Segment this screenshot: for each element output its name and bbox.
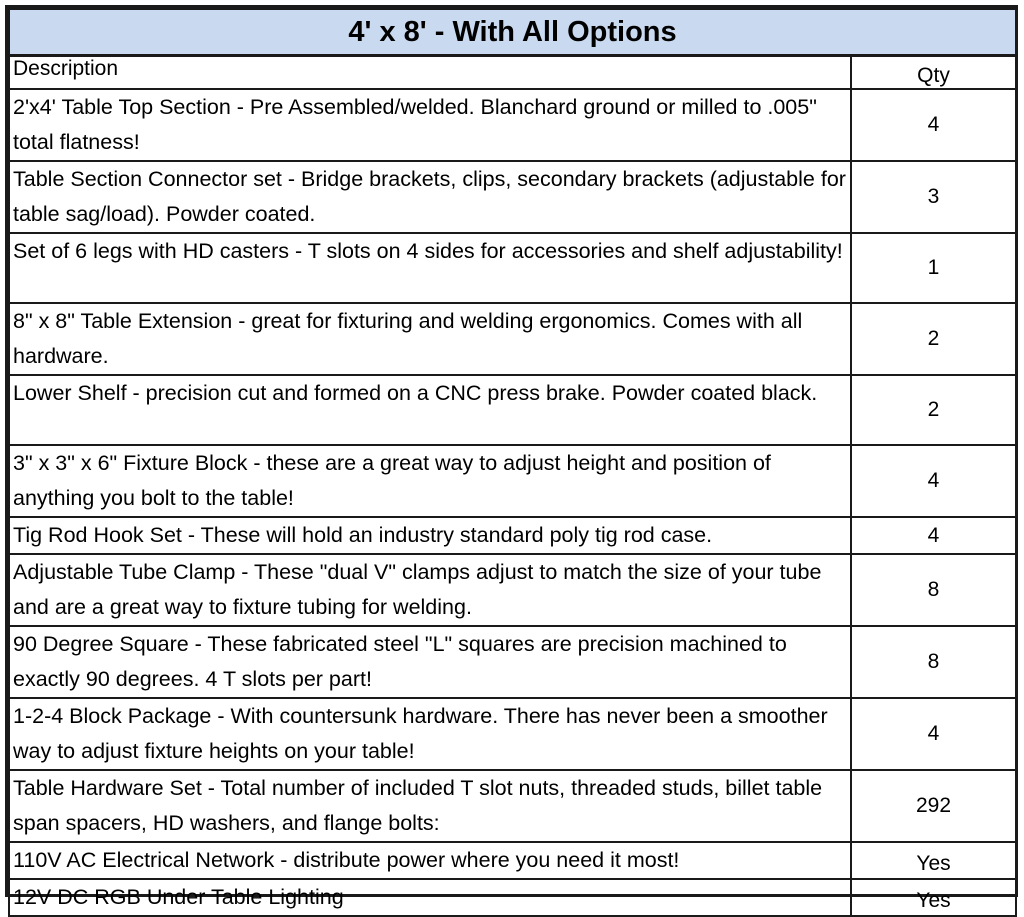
item-qty: 8 [851, 626, 1016, 698]
item-description: Tig Rod Hook Set - These will hold an industry standard poly tig rod case. [9, 517, 851, 554]
item-qty: 4 [851, 445, 1016, 517]
table-row [9, 445, 1016, 517]
item-description: 12V DC RGB Under Table Lighting [9, 879, 851, 916]
item-description: Table Section Connector set - Bridge brackets, clips, secondary brackets (adjustable for table sag/load). Powder coated. [9, 161, 851, 233]
table-title: 4' x 8' - With All Options [9, 9, 1016, 56]
table-row [9, 233, 1016, 303]
item-description: 1-2-4 Block Package - With countersunk hardware. There has never been a smoother way to adjust fixture heights on your table! [9, 698, 851, 770]
item-qty: Yes [851, 879, 1016, 916]
table-row [9, 161, 1016, 233]
item-description: Set of 6 legs with HD casters - T slots on 4 sides for accessories and shelf adjustability! [9, 233, 851, 303]
table-row [9, 517, 1016, 554]
column-header-description: Description [9, 56, 851, 90]
item-qty: 292 [851, 770, 1016, 842]
item-description: 110V AC Electrical Network - distribute power where you need it most! [9, 842, 851, 879]
options-table-sheet [5, 5, 1018, 912]
table-row [9, 879, 1016, 916]
item-description: Lower Shelf - precision cut and formed on a CNC press brake. Powder coated black. [9, 375, 851, 445]
table-row [9, 554, 1016, 626]
table-row [9, 698, 1016, 770]
table-row [9, 89, 1016, 161]
item-description: 3" x 3" x 6" Fixture Block - these are a great way to adjust height and position of anything you bolt to the table! [9, 445, 851, 517]
table-row [9, 303, 1016, 375]
item-qty: 4 [851, 517, 1016, 554]
item-description: 2'x4' Table Top Section - Pre Assembled/welded. Blanchard ground or milled to .005" total flatness! [9, 89, 851, 161]
item-description: Adjustable Tube Clamp - These "dual V" clamps adjust to match the size of your tube and are a great way to fixture tubing for welding. [9, 554, 851, 626]
table-row [9, 770, 1016, 842]
item-qty: 8 [851, 554, 1016, 626]
options-table [8, 8, 1017, 917]
header-row [9, 56, 1016, 90]
item-qty: 4 [851, 698, 1016, 770]
item-qty: Yes [851, 842, 1016, 879]
item-qty: 1 [851, 233, 1016, 303]
table-row [9, 842, 1016, 879]
item-description: 90 Degree Square - These fabricated steel "L" squares are precision machined to exactly 90 degrees. 4 T slots per part! [9, 626, 851, 698]
table-row [9, 375, 1016, 445]
item-description: 8" x 8" Table Extension - great for fixturing and welding ergonomics. Comes with all hardware. [9, 303, 851, 375]
title-row [9, 9, 1016, 56]
column-header-qty: Qty [851, 56, 1016, 90]
item-qty: 2 [851, 303, 1016, 375]
item-qty: 4 [851, 89, 1016, 161]
table-row [9, 626, 1016, 698]
item-qty: 3 [851, 161, 1016, 233]
item-description: Table Hardware Set - Total number of included T slot nuts, threaded studs, billet table span spacers, HD washers, and flange bolts: [9, 770, 851, 842]
item-qty: 2 [851, 375, 1016, 445]
